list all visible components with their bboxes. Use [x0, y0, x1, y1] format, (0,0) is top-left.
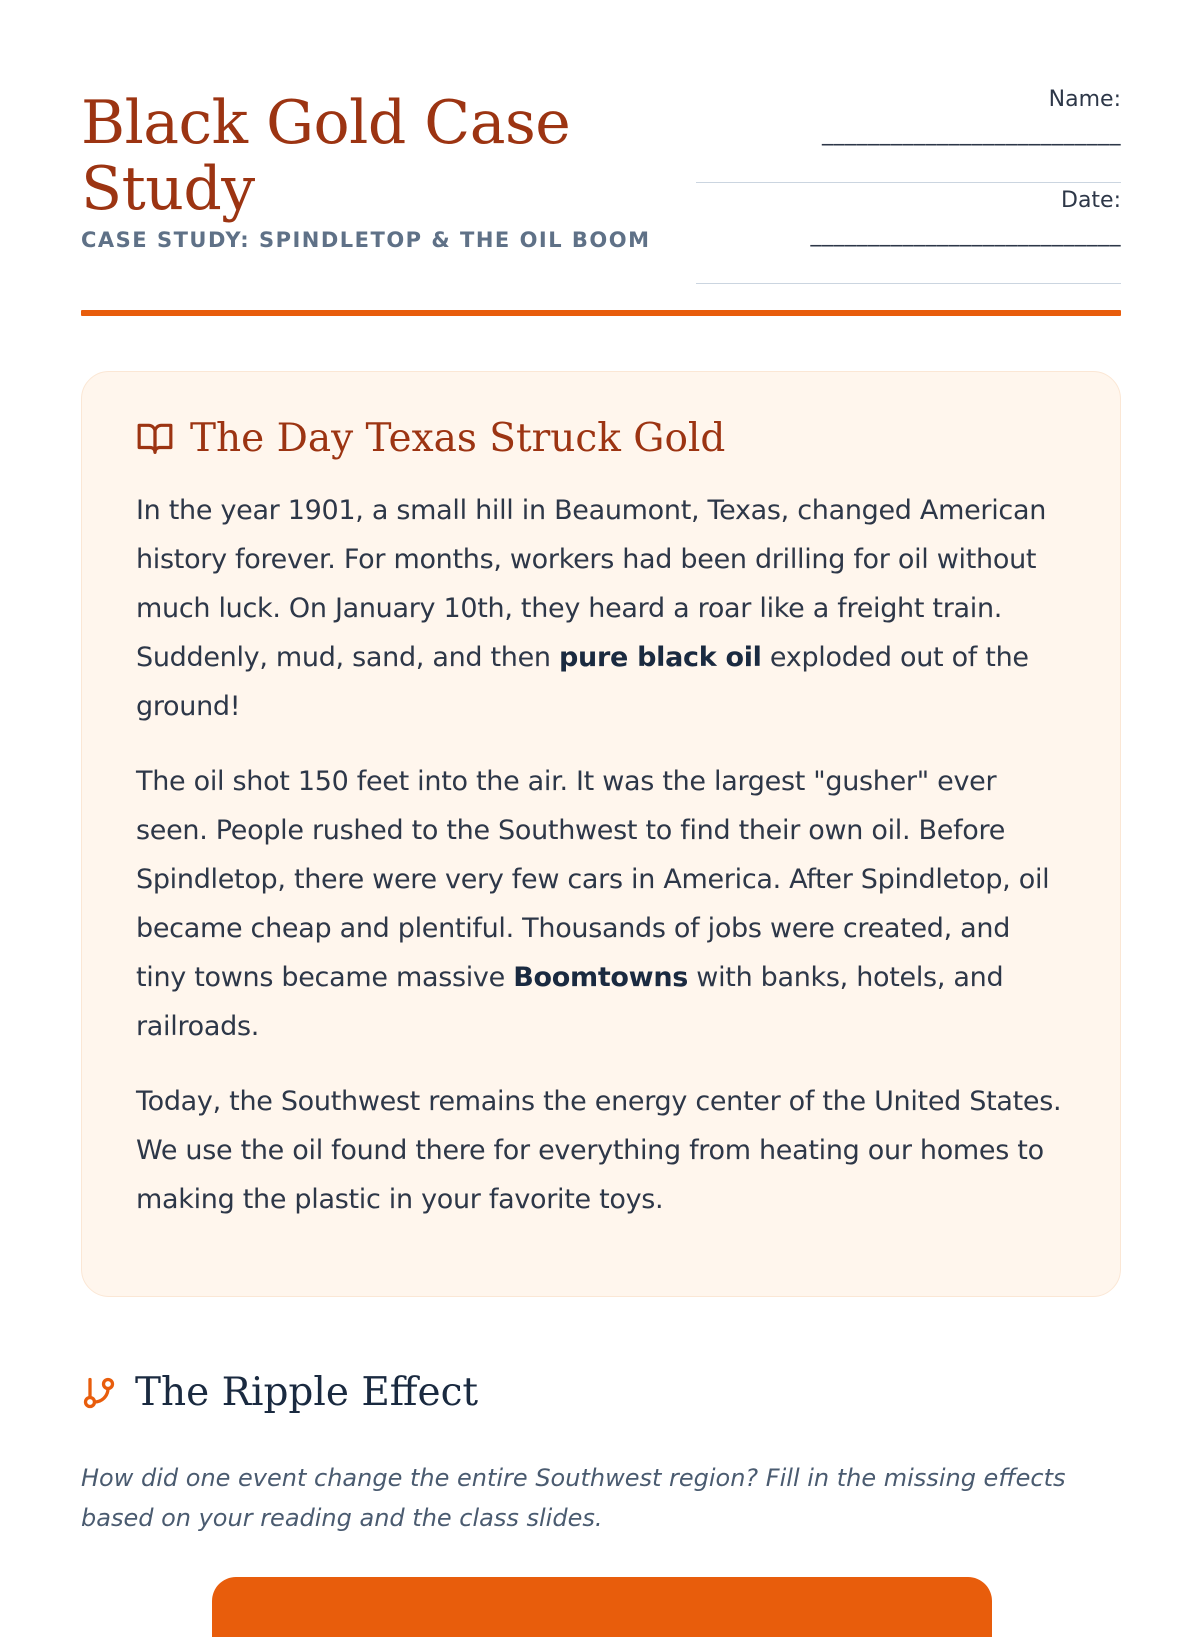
page-title: Black Gold Case Study [81, 88, 571, 224]
reading-paragraph-2: The oil shot 150 feet into the air. It was the largest "gusher" ever seen. People rushed to the Southwest to find their own oil. Before Spindletop, there were very few cars in America. After Spindletop, oil became cheap and plentiful. Thousands of jobs were created, and tiny towns became massive Boomtowns with banks, hotels, and railroads. [136, 766, 1050, 1042]
name-field[interactable] [696, 82, 1121, 183]
date-label: Date: [1061, 188, 1121, 213]
date-blank[interactable]: ___________________________ [810, 222, 1121, 247]
highlight-pure-black-oil: pure black oil [559, 642, 762, 673]
header [81, 0, 1121, 320]
branch-icon [81, 1375, 117, 1411]
reading-paragraph-1: In the year 1901, a small hill in Beaumont, Texas, changed American history forever. For months, workers had been drilling for oil without much luck. On January 10th, they heard a roar like a freight train. Suddenly, mud, sand, and then pure black oil exploded out of the ground! [136, 495, 1047, 722]
name-blank[interactable]: __________________________ [822, 121, 1121, 146]
page-subtitle: CASE STUDY: SPINDLETOP & THE OIL BOOM [81, 228, 651, 252]
worksheet-page [81, 0, 1121, 1532]
reading-card [81, 371, 1121, 1297]
header-divider [81, 310, 1121, 316]
reading-paragraph-3: Today, the Southwest remains the energy center of the United States. We use the oil found there for everything from heating our homes to making the plastic in your favorite toys. [136, 1086, 1062, 1215]
ripple-instructions: How did one event change the entire Southwest region? Fill in the missing effects based on your reading and the class slides. [81, 1464, 1066, 1532]
name-label: Name: [1048, 87, 1121, 112]
reading-title: The Day Texas Struck Gold [190, 415, 726, 461]
date-field[interactable] [696, 183, 1121, 284]
reading-heading [136, 412, 1068, 464]
ripple-title: The Ripple Effect [135, 1370, 479, 1415]
student-fields [696, 82, 1121, 284]
highlight-boomtowns: Boomtowns [513, 962, 689, 993]
cause-box [212, 1577, 992, 1637]
ripple-heading [81, 1370, 478, 1415]
book-icon [136, 419, 174, 457]
